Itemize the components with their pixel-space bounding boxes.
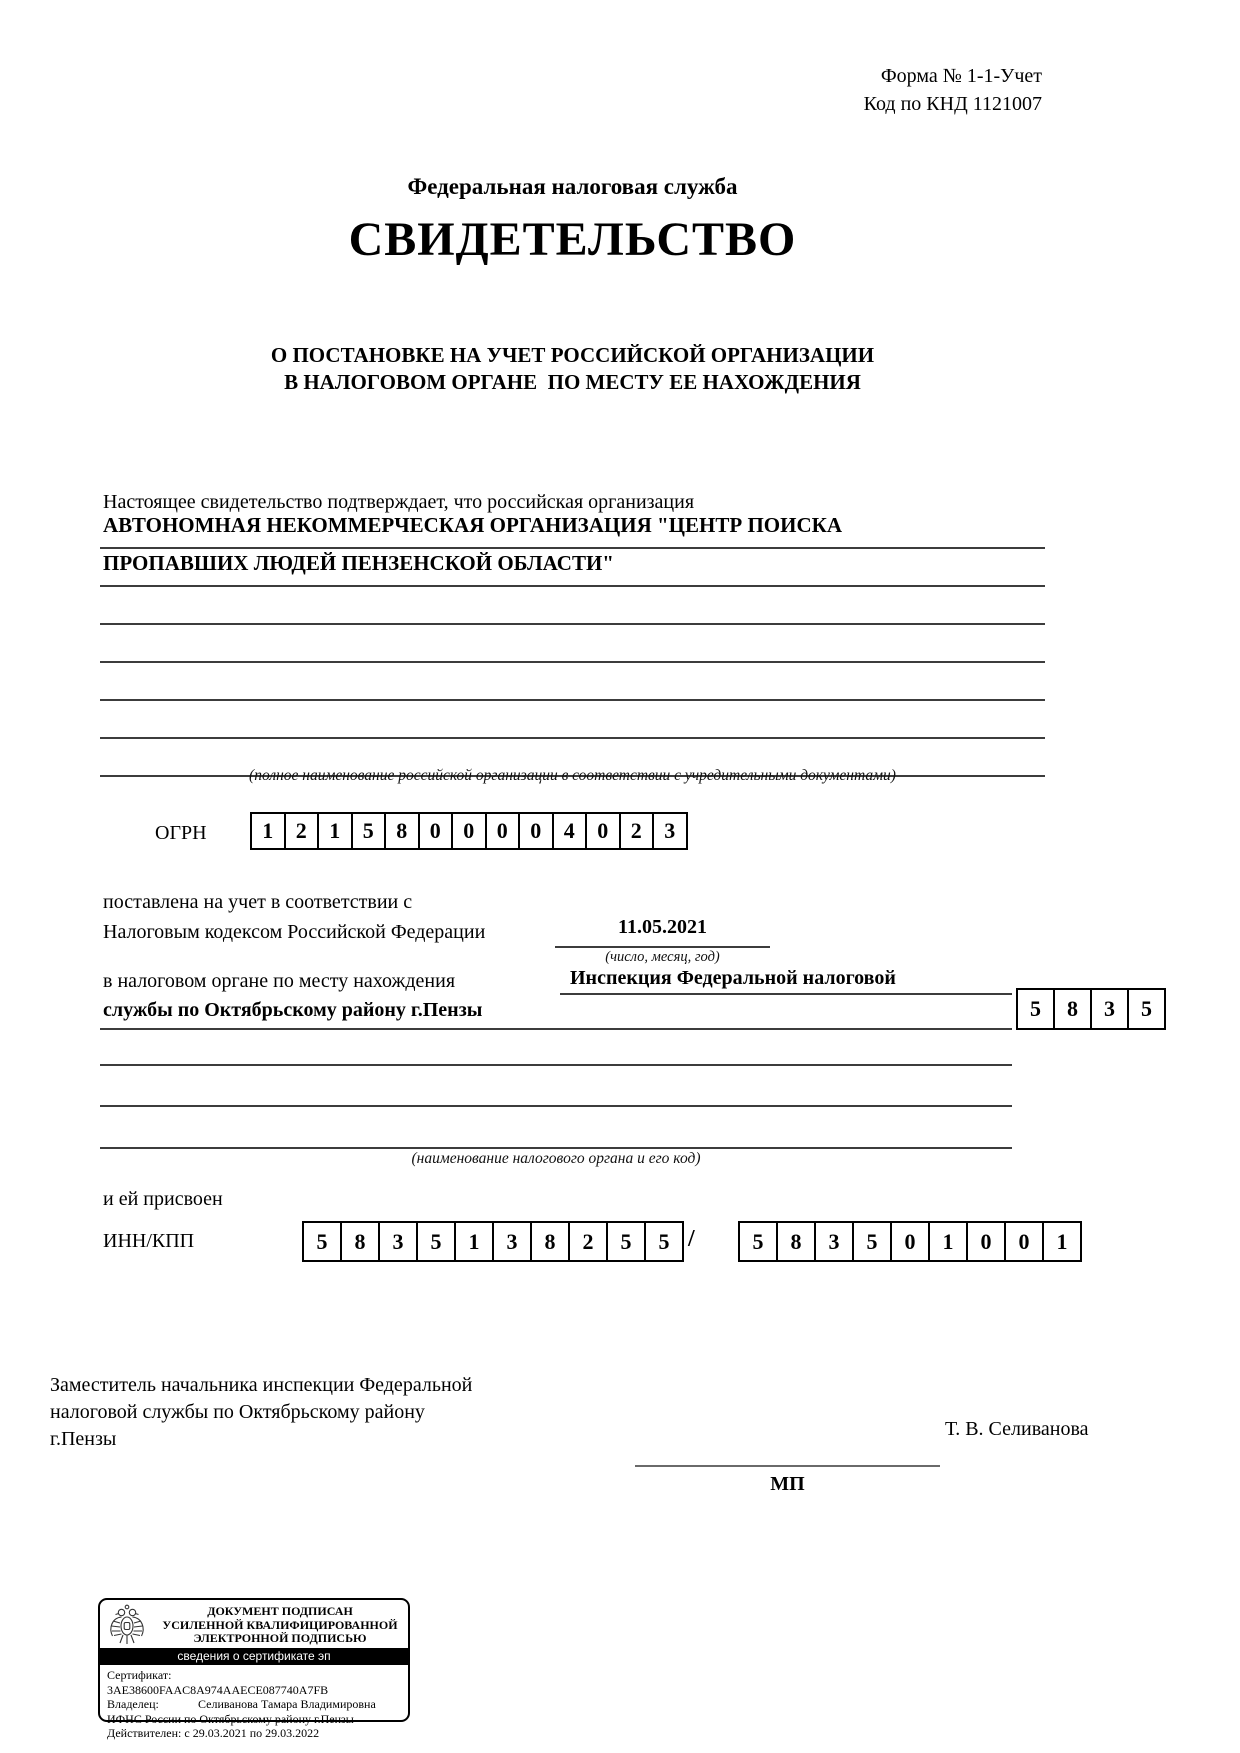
- digit-cell: 3: [492, 1221, 532, 1262]
- digit-cell: 2: [619, 812, 655, 850]
- digit-cell: 3: [814, 1221, 854, 1262]
- digit-cell: 5: [416, 1221, 456, 1262]
- validity-label: Действителен:: [107, 1726, 182, 1740]
- org-name-caption: (полное наименование российской организации в соответствии с учредительными документами): [249, 767, 896, 784]
- signatory-title: [50, 1372, 610, 1453]
- digit-cell: 5: [644, 1221, 684, 1262]
- digit-cell: 8: [1053, 988, 1092, 1030]
- blank-line: [100, 1064, 1012, 1066]
- org-name-line-1: АВТОНОМНАЯ НЕКОММЕРЧЕСКАЯ ОРГАНИЗАЦИЯ "ЦЕНТР ПОИСКА: [100, 511, 1045, 549]
- subtitle-line-2: В НАЛОГОВОМ ОРГАНЕ ПО МЕСТУ ЕЕ НАХОЖДЕНИЯ: [284, 370, 861, 394]
- blank-line: [100, 587, 1045, 625]
- blank-line: [100, 701, 1045, 739]
- digit-cell: 1: [928, 1221, 968, 1262]
- digit-cell: 1: [454, 1221, 494, 1262]
- digit-cell: 5: [852, 1221, 892, 1262]
- digit-cell: 5: [738, 1221, 778, 1262]
- org-name-line-2: ПРОПАВШИХ ЛЮДЕЙ ПЕНЗЕНСКОЙ ОБЛАСТИ": [100, 549, 1045, 587]
- digit-cell: 1: [1042, 1221, 1082, 1262]
- digit-cell: 0: [485, 812, 521, 850]
- form-info-block: [864, 62, 1042, 118]
- digit-cell: 8: [776, 1221, 816, 1262]
- digit-cell: 3: [652, 812, 688, 850]
- stamp-place-label: МП: [770, 1473, 805, 1495]
- esign-stamp: [98, 1598, 410, 1740]
- tax-authority-code-boxes: [1016, 988, 1166, 1030]
- digit-cell: 0: [890, 1221, 930, 1262]
- esign-owner-row: [107, 1697, 401, 1712]
- digit-cell: 5: [302, 1221, 342, 1262]
- blank-line: [100, 1105, 1012, 1107]
- digit-cell: 8: [530, 1221, 570, 1262]
- signatory-title-line-3: г.Пензы: [50, 1428, 117, 1450]
- signatory-title-line-2: налоговой службы по Октябрьскому району: [50, 1401, 425, 1423]
- digit-cell: 5: [606, 1221, 646, 1262]
- digit-cell: 8: [384, 812, 420, 850]
- validity-value: с 29.03.2021 по 29.03.2022: [184, 1726, 320, 1740]
- subtitle-line-1: О ПОСТАНОВКЕ НА УЧЕТ РОССИЙСКОЙ ОРГАНИЗАЦИИ: [270, 343, 875, 367]
- assigned-text: и ей присвоен: [103, 1188, 223, 1210]
- esign-validity-row: [107, 1726, 401, 1741]
- tax-authority-label: в налоговом органе по месту нахождения: [103, 970, 456, 992]
- signature-line: [635, 1465, 940, 1467]
- owner-label: Владелец:: [107, 1697, 159, 1711]
- inn-digit-boxes: [302, 1221, 684, 1262]
- blank-line: [100, 1147, 1012, 1149]
- tax-authority-caption: (наименование налогового органа и его код): [411, 1150, 701, 1167]
- digit-cell: 0: [418, 812, 454, 850]
- agency-name: Федеральная налоговая служба: [407, 174, 738, 199]
- ogrn-label: ОГРН: [155, 822, 207, 844]
- digit-cell: 5: [1016, 988, 1055, 1030]
- certificate-title: СВИДЕТЕЛЬСТВО: [348, 213, 797, 266]
- esign-issuer-line: ИФНС России по Октябрьскому району г.Пензы: [107, 1711, 354, 1726]
- digit-cell: 0: [518, 812, 554, 850]
- tax-authority-value-line-2: службы по Октябрьскому району г.Пензы: [100, 999, 1012, 1030]
- knd-code: Код по КНД 1121007: [863, 93, 1042, 115]
- digit-cell: 1: [317, 812, 353, 850]
- signatory-title-line-1: Заместитель начальника инспекции Федеральной: [50, 1374, 473, 1396]
- registration-date-value: 11.05.2021: [555, 916, 770, 948]
- esign-header-line-1: ДОКУМЕНТ ПОДПИСАН: [207, 1604, 353, 1618]
- certificate-label: Сертификат:: [107, 1668, 172, 1682]
- inn-kpp-separator: /: [688, 1226, 695, 1252]
- tax-authority-value-line-1: Инспекция Федеральной налоговой: [560, 967, 1012, 995]
- esign-details: [100, 1665, 408, 1741]
- digit-cell: 5: [1127, 988, 1166, 1030]
- owner-value: Селиванова Тамара Владимировна: [198, 1697, 376, 1711]
- digit-cell: 0: [966, 1221, 1006, 1262]
- inn-kpp-label: ИНН/КПП: [103, 1230, 195, 1252]
- esign-certificate-bar: сведения о сертификате эп: [100, 1648, 408, 1665]
- blank-line: [100, 625, 1045, 663]
- digit-cell: 0: [1004, 1221, 1044, 1262]
- esign-stamp-header: [100, 1600, 408, 1648]
- digit-cell: 8: [340, 1221, 380, 1262]
- signatory-name: Т. В. Селиванова: [945, 1418, 1089, 1440]
- esign-header-line-2: УСИЛЕННОЙ КВАЛИФИЦИРОВАННОЙ: [162, 1617, 398, 1632]
- digit-cell: 5: [351, 812, 387, 850]
- intro-text: Настоящее свидетельство подтверждает, что российская организация: [103, 491, 695, 513]
- digit-cell: 2: [284, 812, 320, 850]
- esign-certificate-row: [107, 1668, 401, 1697]
- ogrn-digit-boxes: [250, 812, 688, 850]
- digit-cell: 0: [451, 812, 487, 850]
- registration-text-line-2: Налоговым кодексом Российской Федерации: [103, 921, 486, 943]
- kpp-digit-boxes: [738, 1221, 1082, 1262]
- digit-cell: 3: [1090, 988, 1129, 1030]
- digit-cell: 2: [568, 1221, 608, 1262]
- digit-cell: 3: [378, 1221, 418, 1262]
- esign-header-line-3: ЭЛЕКТРОННОЙ ПОДПИСЬЮ: [193, 1631, 367, 1645]
- date-caption: (число, месяц, год): [605, 949, 720, 965]
- digit-cell: 0: [585, 812, 621, 850]
- registration-text-line-1: поставлена на учет в соответствии с: [103, 891, 413, 913]
- certificate-subtitle: [100, 342, 1045, 396]
- coat-of-arms-icon: [106, 1603, 148, 1652]
- digit-cell: 1: [250, 812, 286, 850]
- form-number: Форма № 1-1-Учет: [880, 65, 1042, 87]
- certificate-value: 3AE38600FAAC8A974AAECE087740A7FB: [107, 1682, 329, 1697]
- digit-cell: 4: [552, 812, 588, 850]
- blank-line: [100, 663, 1045, 701]
- org-name-field: [100, 511, 1045, 777]
